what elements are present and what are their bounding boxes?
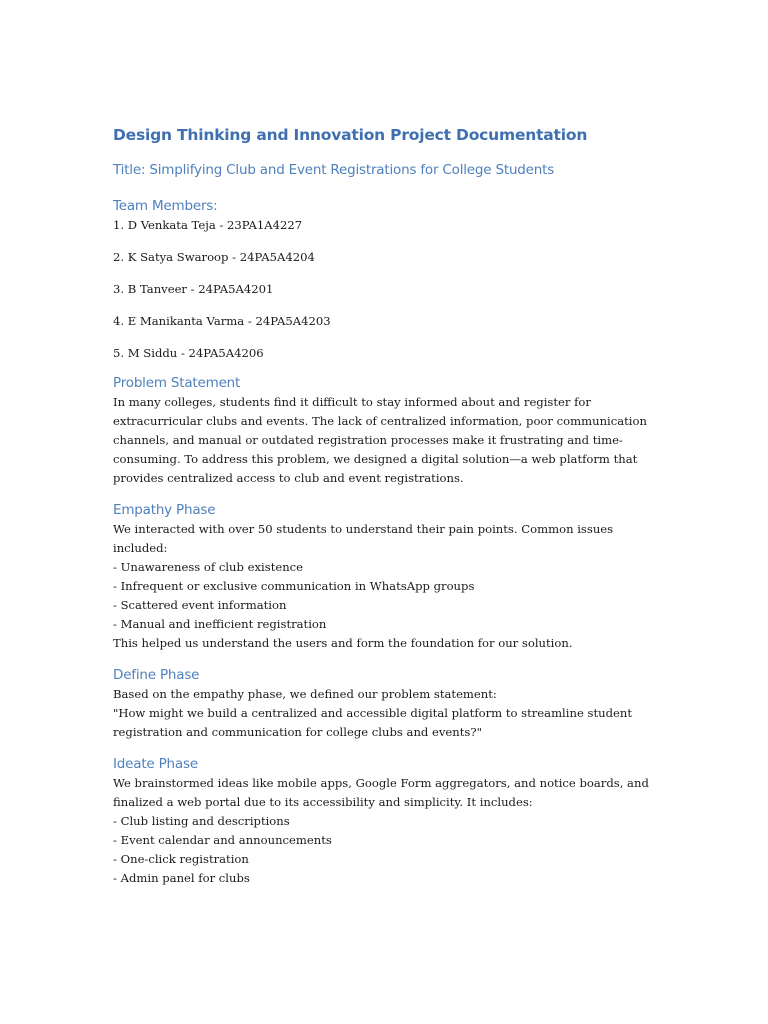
- ideate-intro: We brainstormed ideas like mobile apps, Google Form aggregators, and notice boards, and finalized a web portal due to its accessibility and simplicity. It includes:: [113, 776, 649, 809]
- empathy-intro: We interacted with over 50 students to understand their pain points. Common issues included:: [113, 522, 614, 555]
- problem-statement-section: [113, 373, 658, 488]
- team-member: 1. D Venkata Teja - 23PA1A4227: [113, 218, 303, 232]
- list-item: - Unawareness of club existence: [113, 560, 304, 574]
- document-page: [113, 124, 658, 900]
- define-quote: "How might we build a centralized and accessible digital platform to streamline student registration and communication for college clubs and events?": [113, 706, 632, 739]
- list-item: - Club listing and descriptions: [113, 814, 290, 828]
- define-phase-heading: Define Phase: [113, 667, 200, 683]
- list-item: - Manual and inefficient registration: [113, 617, 327, 631]
- project-title: Title: Simplifying Club and Event Registrations for College Students: [113, 162, 555, 178]
- empathy-phase-section: [113, 500, 658, 653]
- document-title: Design Thinking and Innovation Project Documentation: [113, 126, 588, 144]
- problem-statement-text: In many colleges, students find it difficult to stay informed about and register for extracurricular clubs and events. The lack of centralized information, poor communication channels, and manual or outdated registration processes make it frustrating and time-consuming. To address this problem, we designed a digital solution—a web platform that provides centralized access to club and event registrations.: [113, 395, 647, 485]
- define-phase-section: [113, 665, 658, 742]
- team-member: 4. E Manikanta Varma - 24PA5A4203: [113, 314, 331, 328]
- list-item: - One-click registration: [113, 852, 249, 866]
- define-intro: Based on the empathy phase, we defined our problem statement:: [113, 687, 497, 701]
- empathy-phase-heading: Empathy Phase: [113, 502, 216, 518]
- ideate-phase-heading: Ideate Phase: [113, 756, 198, 772]
- team-members-heading: Team Members:: [113, 198, 218, 214]
- team-member: 3. B Tanveer - 24PA5A4201: [113, 282, 274, 296]
- ideate-phase-section: [113, 754, 658, 888]
- team-member: 5. M Siddu - 24PA5A4206: [113, 346, 264, 360]
- list-item: - Scattered event information: [113, 598, 287, 612]
- list-item: - Infrequent or exclusive communication in WhatsApp groups: [113, 579, 475, 593]
- team-member: 2. K Satya Swaroop - 24PA5A4204: [113, 250, 315, 264]
- team-members-section: [113, 196, 658, 363]
- list-item: - Admin panel for clubs: [113, 871, 250, 885]
- empathy-outro: This helped us understand the users and form the foundation for our solution.: [113, 636, 573, 650]
- problem-statement-heading: Problem Statement: [113, 375, 241, 391]
- list-item: - Event calendar and announcements: [113, 833, 332, 847]
